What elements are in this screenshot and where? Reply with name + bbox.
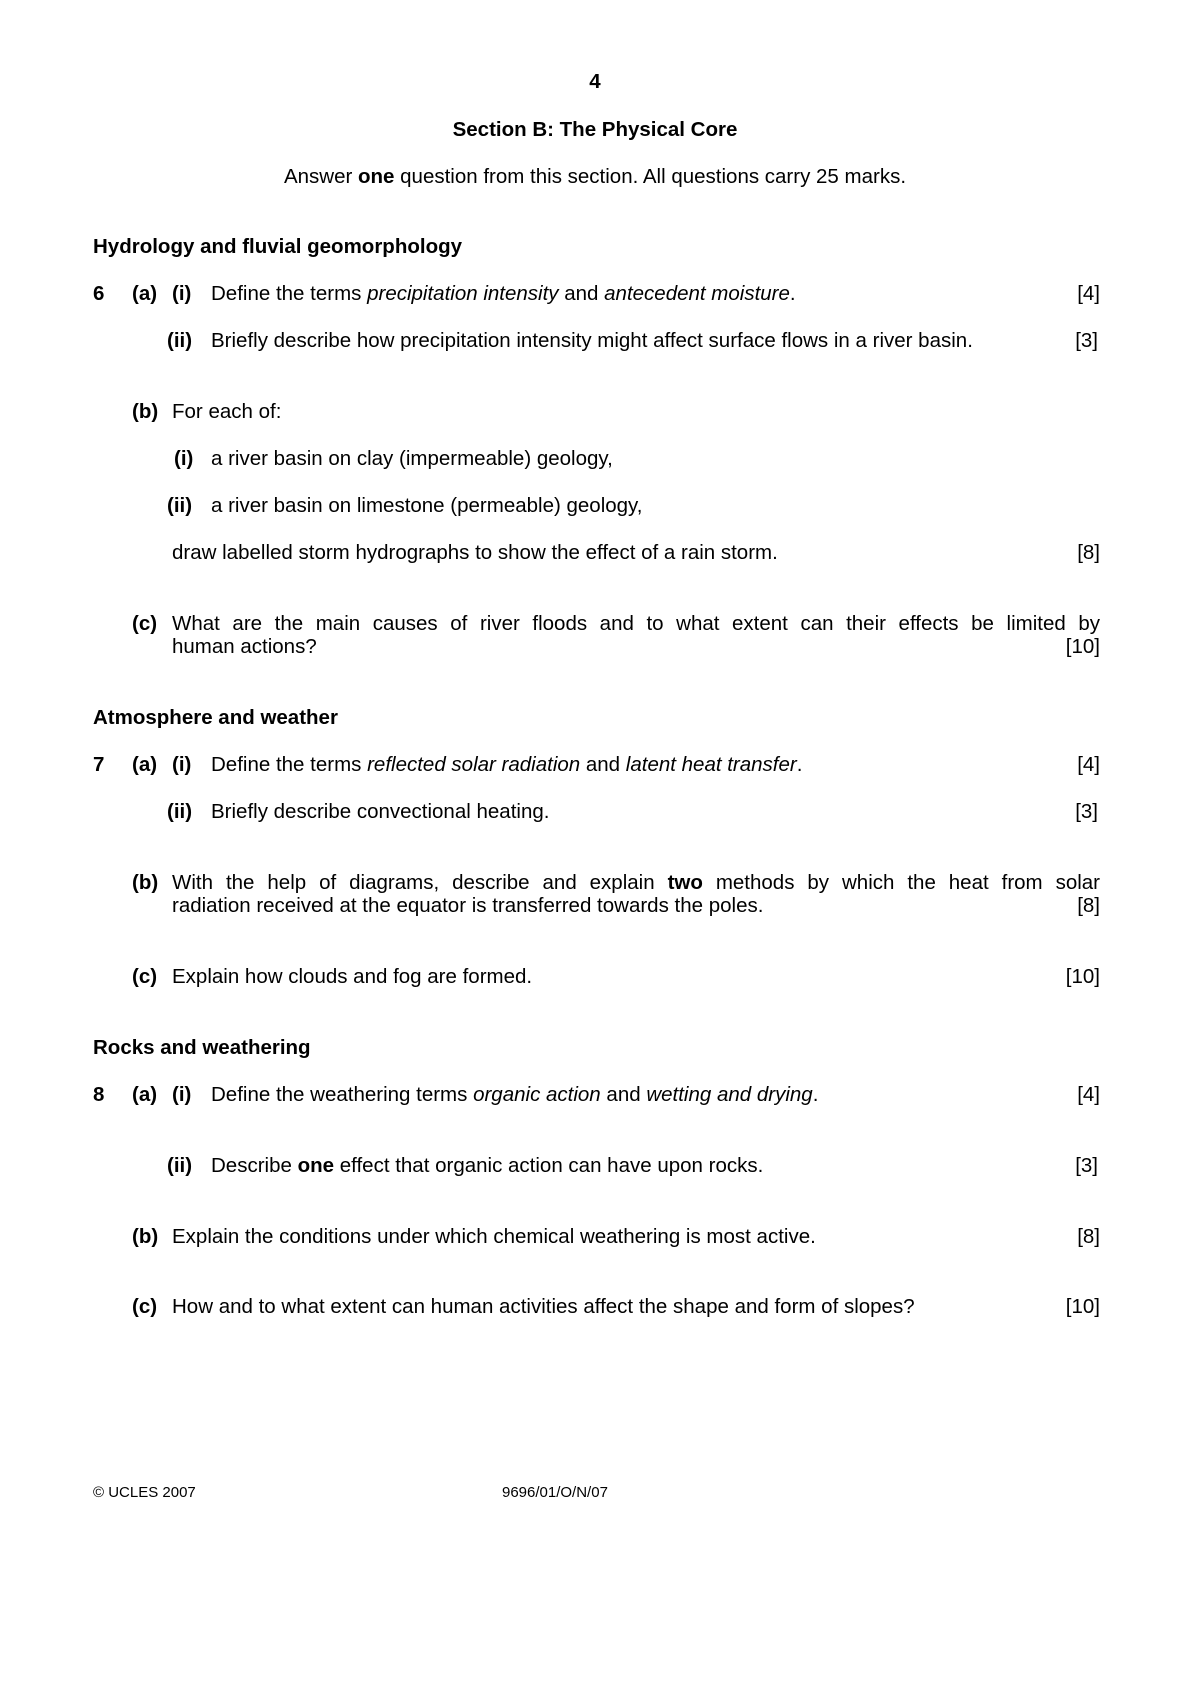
- marks: [8]: [1077, 1225, 1100, 1248]
- question-text: a river basin on limestone (permeable) geology,: [211, 494, 643, 517]
- marks: [10]: [1065, 1295, 1100, 1318]
- question-number: 6: [93, 282, 105, 305]
- part-label: (a): [132, 1083, 158, 1106]
- subpart-label: (i): [172, 753, 192, 776]
- page-number: 4: [589, 70, 601, 93]
- topic-heading: Atmosphere and weather: [93, 706, 338, 729]
- marks: [10]: [1065, 965, 1100, 988]
- topic-heading: Rocks and weathering: [93, 1036, 311, 1059]
- question-text: Define the terms reflected solar radiation and latent heat transfer.: [211, 753, 803, 776]
- topic-heading: Hydrology and fluvial geomorphology: [93, 235, 463, 258]
- question-text: human actions?: [172, 635, 317, 658]
- question-text: Explain how clouds and fog are formed.: [172, 965, 533, 988]
- question-text: How and to what extent can human activities affect the shape and form of slopes?: [172, 1295, 915, 1318]
- marks: [10]: [1065, 635, 1100, 658]
- part-label: (a): [132, 282, 158, 305]
- part-label: (c): [132, 612, 158, 635]
- question-number: 8: [93, 1083, 105, 1106]
- subpart-label: (i): [172, 1083, 192, 1106]
- section-title: Section B: The Physical Core: [452, 118, 738, 141]
- question-text: Briefly describe how precipitation intensity might affect surface flows in a river basin.: [211, 329, 973, 352]
- question-text: With the help of diagrams, describe and explain two methods by which the heat from solar: [172, 871, 1101, 894]
- marks: [3]: [1075, 329, 1098, 352]
- marks: [3]: [1075, 800, 1098, 823]
- question-text: Define the weathering terms organic action and wetting and drying.: [211, 1083, 819, 1106]
- subpart-label: (ii): [167, 494, 193, 517]
- marks: [4]: [1077, 282, 1100, 305]
- subpart-label: (i): [174, 447, 194, 470]
- question-text: a river basin on clay (impermeable) geology,: [211, 447, 613, 470]
- question-text: Describe one effect that organic action can have upon rocks.: [211, 1154, 764, 1177]
- subpart-label: (ii): [167, 800, 193, 823]
- part-label: (b): [132, 400, 159, 423]
- question-text: Briefly describe convectional heating.: [211, 800, 550, 823]
- question-text: Define the terms precipitation intensity and antecedent moisture.: [211, 282, 796, 305]
- subpart-label: (i): [172, 282, 192, 305]
- marks: [8]: [1077, 541, 1100, 564]
- question-text: What are the main causes of river floods and to what extent can their effects be limited by: [172, 612, 1100, 635]
- part-label: (c): [132, 965, 158, 988]
- part-label: (a): [132, 753, 158, 776]
- part-label: (b): [132, 1225, 159, 1248]
- part-label: (b): [132, 871, 159, 894]
- footer-paper-code: 9696/01/O/N/07: [502, 1484, 608, 1501]
- question-text: Explain the conditions under which chemical weathering is most active.: [172, 1225, 816, 1248]
- question-text: For each of:: [172, 400, 282, 423]
- section-instructions: Answer one question from this section. All questions carry 25 marks.: [283, 165, 907, 188]
- question-text: draw labelled storm hydrographs to show the effect of a rain storm.: [172, 541, 778, 564]
- subpart-label: (ii): [167, 1154, 193, 1177]
- marks: [4]: [1077, 1083, 1100, 1106]
- footer-copyright: © UCLES 2007: [93, 1484, 196, 1501]
- question-text: radiation received at the equator is transferred towards the poles.: [172, 894, 764, 917]
- marks: [4]: [1077, 753, 1100, 776]
- part-label: (c): [132, 1295, 158, 1318]
- marks: [8]: [1077, 894, 1100, 917]
- question-number: 7: [93, 753, 105, 776]
- marks: [3]: [1075, 1154, 1098, 1177]
- subpart-label: (ii): [167, 329, 193, 352]
